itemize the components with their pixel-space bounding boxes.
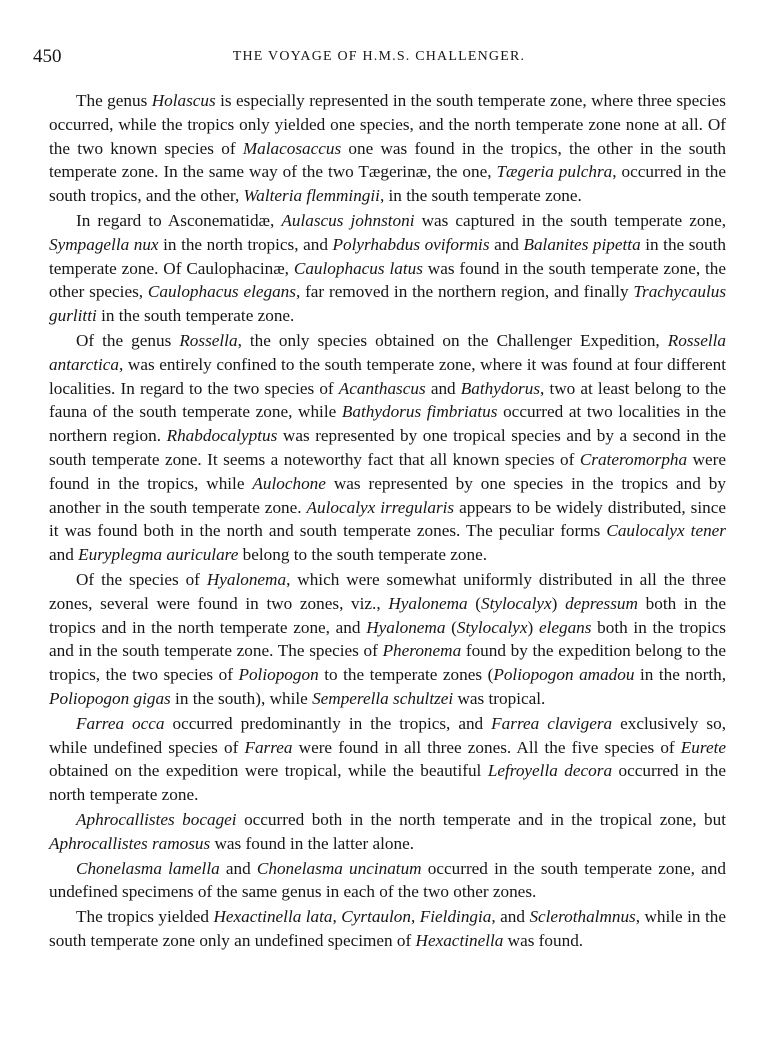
text-run: appears to be widely distributed, since it was found both in the north and south temperate zones. The peculiar forms [49, 497, 726, 541]
italic-term: Chonelasma uncinatum [256, 858, 422, 878]
text-run: In regard to Asconematidæ, [76, 210, 282, 230]
text-run: , [411, 907, 420, 927]
body-text [49, 89, 726, 954]
italic-term: Acanthascus [338, 378, 426, 398]
italic-term: Hyalonema [366, 617, 446, 637]
text-run: found by the expedition belong to the tropics, the two species of [49, 641, 727, 685]
text-run: occurred in the north temperate zone. [49, 761, 727, 805]
text-run: , far removed in the northern region, and finally [295, 282, 634, 302]
text-run: were found in the tropics, while [49, 449, 726, 493]
paragraph [49, 89, 726, 208]
italic-term: Fieldingia [419, 907, 492, 927]
italic-term: Farrea occa [76, 713, 165, 733]
italic-term: Caulocalyx tener [606, 521, 726, 541]
text-run: and [219, 858, 257, 878]
text-run: in the south), while [170, 688, 313, 708]
italic-term: Tægeria pulchra [496, 162, 613, 182]
italic-term: elegans [538, 617, 592, 637]
text-run: occurred both in the north temperate and in the tropical zone, but [236, 809, 726, 829]
italic-term: Polyrhabdus oviformis [332, 234, 490, 254]
italic-term: Rossella antarctica [49, 330, 726, 374]
italic-term: Balanites pipetta [523, 234, 641, 254]
italic-term: Aulascus johnstoni [281, 210, 415, 230]
italic-term: Pheronema [382, 641, 462, 661]
page-number: 450 [33, 46, 62, 67]
text-run: belong to the south temperate zone. [238, 545, 488, 565]
italic-term: Eurete [680, 737, 726, 757]
italic-term: Farrea clavigera [491, 713, 613, 733]
italic-term: depressum [565, 593, 638, 613]
paragraph [49, 808, 726, 856]
text-run: and [489, 234, 524, 254]
text-run: ) [527, 617, 539, 637]
italic-term: Malacosaccus [242, 138, 342, 158]
italic-term: Trachycaulus gurlitti [49, 282, 727, 326]
text-run: one was found in the tropics, the other in the south temperate zone. In the same way of the two Tægerinæ, the one, [49, 138, 726, 182]
italic-term: Chonelasma lamella [76, 858, 220, 878]
italic-term: Hexactinella lata [213, 907, 333, 927]
text-run: were found in all three zones. All the five species of [292, 737, 681, 757]
text-run: both in the tropics and in the south temperate zone. The species of [49, 617, 726, 661]
italic-term: Aphrocallistes ramosus [49, 833, 211, 853]
italic-term: Farrea [244, 737, 293, 757]
text-run: Of the genus [76, 330, 180, 350]
text-run: obtained on the expedition were tropical, while the beautiful [49, 761, 488, 781]
text-run: , while in the south temperate zone only an undefined specimen of [49, 907, 726, 950]
text-run: both in the tropics and in the north temperate zone, and [49, 593, 726, 637]
text-run: , the only species obtained on the Challenger Expedition, [237, 330, 668, 350]
italic-term: Aulocalyx irregularis [306, 497, 455, 517]
italic-term: Bathydorus fimbriatus [341, 402, 498, 422]
italic-term: Lefroyella decora [487, 761, 613, 781]
text-run: in the south temperate zone. Of Caulophacinæ, [49, 234, 726, 278]
italic-term: Poliopogon gigas [49, 688, 171, 708]
text-run: , two at least belong to the fauna of the south temperate zone, while [49, 378, 726, 422]
italic-term: Poliopogon amadou [493, 665, 635, 685]
text-run: is especially represented in the south temperate zone, where three species occurred, while the tropics only yielded one species, and the north temperate zone none at all. Of the two known species of [49, 91, 726, 158]
text-run: ) [551, 593, 566, 613]
italic-term: Stylocalyx [481, 593, 552, 613]
text-run: in the south temperate zone. [96, 306, 295, 326]
text-run: , was entirely confined to the south temperate zone, where it was found at four different localities. In regard to the two species of [49, 354, 726, 398]
italic-term: Cyrtaulon [341, 907, 411, 927]
italic-term: Sympagella nux [49, 234, 159, 254]
paragraph [49, 329, 726, 567]
italic-term: Aulochone [252, 473, 326, 493]
text-run: occurred at two localities in the northern region. [49, 402, 726, 446]
text-run: The genus [76, 91, 152, 110]
text-run: and [425, 378, 461, 398]
text-run: , which were somewhat uniformly distributed in all the three zones, several were found in two zones, viz., [49, 569, 726, 613]
text-run: and [49, 545, 79, 565]
text-run: was found. [503, 930, 584, 950]
paragraph [49, 209, 726, 328]
running-title: THE VOYAGE OF H.M.S. CHALLENGER. [232, 49, 526, 64]
paragraph [49, 857, 726, 905]
text-run: occurred in the south temperate zone, and undefined specimens of the same genus in each of the two other zones. [49, 858, 726, 902]
text-run: The tropics yielded [76, 907, 214, 927]
text-run: was found in the south temperate zone, the other species, [49, 258, 727, 302]
italic-term: Rhabdocalyptus [166, 426, 278, 446]
text-run: , and [491, 907, 530, 927]
paragraph [49, 712, 726, 807]
italic-term: Bathydorus [460, 378, 541, 398]
italic-term: Holascus [151, 91, 216, 110]
text-run: was represented by one tropical species and by a second in the south temperate zone. It seems a noteworthy fact that all known species of [49, 426, 726, 469]
text-run: was tropical. [453, 688, 546, 708]
text-run: ( [445, 617, 457, 637]
text-run: , in the south temperate zone. [379, 186, 582, 206]
italic-term: Aphrocallistes bocagei [76, 809, 237, 829]
text-run: Of the species of [76, 569, 207, 589]
text-run: , occurred in the south tropics, and the other, [49, 162, 726, 206]
paragraph [49, 568, 726, 711]
italic-term: Hexactinella [415, 930, 504, 950]
italic-term: Walteria flemmingii [243, 186, 380, 206]
page-header [33, 46, 725, 72]
text-run: exclusively so, while undefined species of [49, 713, 726, 757]
text-run: was represented by one species in the tropics and by another in the south temperate zone. [49, 473, 726, 517]
italic-term: Semperella schultzei [312, 688, 454, 708]
italic-term: Caulophacus latus [293, 258, 423, 278]
text-run: was captured in the south temperate zone, [414, 210, 727, 230]
text-run: , [332, 907, 342, 927]
italic-term: Euryplegma auriculare [78, 545, 239, 565]
paragraph [49, 905, 726, 953]
italic-term: Sclerothalmnus [529, 907, 636, 927]
italic-term: Rossella [179, 330, 238, 350]
text-run: in the north tropics, and [158, 234, 333, 254]
text-run: in the north, [634, 665, 726, 685]
text-run: was found in the latter alone. [210, 833, 415, 853]
italic-term: Stylocalyx [456, 617, 528, 637]
italic-term: Caulophacus elegans [147, 282, 296, 302]
text-run: occurred predominantly in the tropics, and [164, 713, 492, 733]
italic-term: Hyalonema [388, 593, 468, 613]
text-run: to the temperate zones ( [318, 665, 494, 685]
text-run: ( [467, 593, 482, 613]
italic-term: Hyalonema [206, 569, 287, 589]
italic-term: Crateromorpha [579, 449, 688, 469]
italic-term: Poliopogon [238, 665, 319, 685]
